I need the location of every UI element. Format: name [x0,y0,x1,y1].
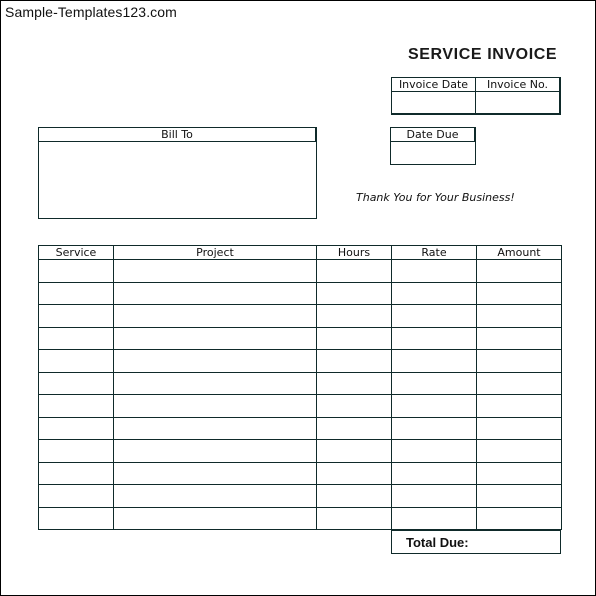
invoice-title: SERVICE INVOICE [408,46,558,63]
amount-cell[interactable] [477,305,562,328]
rate-cell[interactable] [392,485,477,508]
hours-cell[interactable] [317,462,392,485]
project-cell[interactable] [114,305,317,328]
project-cell[interactable] [114,260,317,283]
service-cell[interactable] [39,395,114,418]
amount-cell[interactable] [477,282,562,305]
invoice-date-header: Invoice Date [391,77,476,92]
rate-cell[interactable] [392,282,477,305]
project-cell[interactable] [114,507,317,530]
project-cell[interactable] [114,372,317,395]
table-row [39,395,562,418]
service-column-header: Service [39,246,114,260]
total-due-field[interactable] [476,531,560,552]
rate-cell[interactable] [392,395,477,418]
project-cell[interactable] [114,417,317,440]
rate-cell[interactable] [392,462,477,485]
table-row [39,462,562,485]
rate-column-header: Rate [392,246,477,260]
rate-cell[interactable] [392,440,477,463]
amount-cell[interactable] [477,350,562,373]
rate-cell[interactable] [392,327,477,350]
hours-cell[interactable] [317,282,392,305]
rate-cell[interactable] [392,350,477,373]
table-row [39,350,562,373]
project-cell[interactable] [114,485,317,508]
table-header-row [39,246,562,260]
table-row [39,507,562,530]
service-cell[interactable] [39,282,114,305]
table-row [39,440,562,463]
project-cell[interactable] [114,350,317,373]
service-cell[interactable] [39,417,114,440]
table-row [39,282,562,305]
rate-cell[interactable] [392,507,477,530]
service-cell[interactable] [39,260,114,283]
date-due-box [390,127,476,165]
items-table-body [39,260,562,530]
hours-cell[interactable] [317,350,392,373]
invoice-date-field[interactable] [391,91,476,114]
hours-cell[interactable] [317,305,392,328]
project-cell[interactable] [114,440,317,463]
project-cell[interactable] [114,282,317,305]
amount-cell[interactable] [477,462,562,485]
bill-to-field[interactable] [43,144,311,214]
table-row [39,372,562,395]
service-cell[interactable] [39,305,114,328]
service-cell[interactable] [39,507,114,530]
total-due-label: Total Due: [406,535,469,550]
hours-column-header: Hours [317,246,392,260]
amount-cell[interactable] [477,372,562,395]
items-table [38,245,562,530]
hours-cell[interactable] [317,372,392,395]
thank-you-note: Thank You for Your Business! [356,191,515,204]
table-row [39,327,562,350]
project-cell[interactable] [114,327,317,350]
hours-cell[interactable] [317,507,392,530]
date-due-header: Date Due [390,127,475,142]
hours-cell[interactable] [317,440,392,463]
invoice-meta-box [391,77,561,115]
watermark-text: Sample-Templates123.com [5,4,177,20]
rate-cell[interactable] [392,260,477,283]
amount-cell[interactable] [477,417,562,440]
amount-cell[interactable] [477,395,562,418]
service-cell[interactable] [39,372,114,395]
project-cell[interactable] [114,395,317,418]
bill-to-header: Bill To [38,127,316,142]
service-cell[interactable] [39,440,114,463]
invoice-no-header: Invoice No. [475,77,560,92]
rate-cell[interactable] [392,417,477,440]
hours-cell[interactable] [317,485,392,508]
rate-cell[interactable] [392,305,477,328]
date-due-field[interactable] [391,142,474,163]
hours-cell[interactable] [317,417,392,440]
table-row [39,305,562,328]
amount-cell[interactable] [477,327,562,350]
table-row [39,417,562,440]
service-cell[interactable] [39,327,114,350]
service-cell[interactable] [39,485,114,508]
service-cell[interactable] [39,350,114,373]
amount-cell[interactable] [477,260,562,283]
amount-cell[interactable] [477,485,562,508]
bill-to-box [38,127,317,219]
table-row [39,260,562,283]
hours-cell[interactable] [317,395,392,418]
invoice-no-field[interactable] [475,91,560,114]
project-cell[interactable] [114,462,317,485]
amount-cell[interactable] [477,507,562,530]
hours-cell[interactable] [317,327,392,350]
table-row [39,485,562,508]
amount-column-header: Amount [477,246,562,260]
project-column-header: Project [114,246,317,260]
service-cell[interactable] [39,462,114,485]
rate-cell[interactable] [392,372,477,395]
hours-cell[interactable] [317,260,392,283]
amount-cell[interactable] [477,440,562,463]
